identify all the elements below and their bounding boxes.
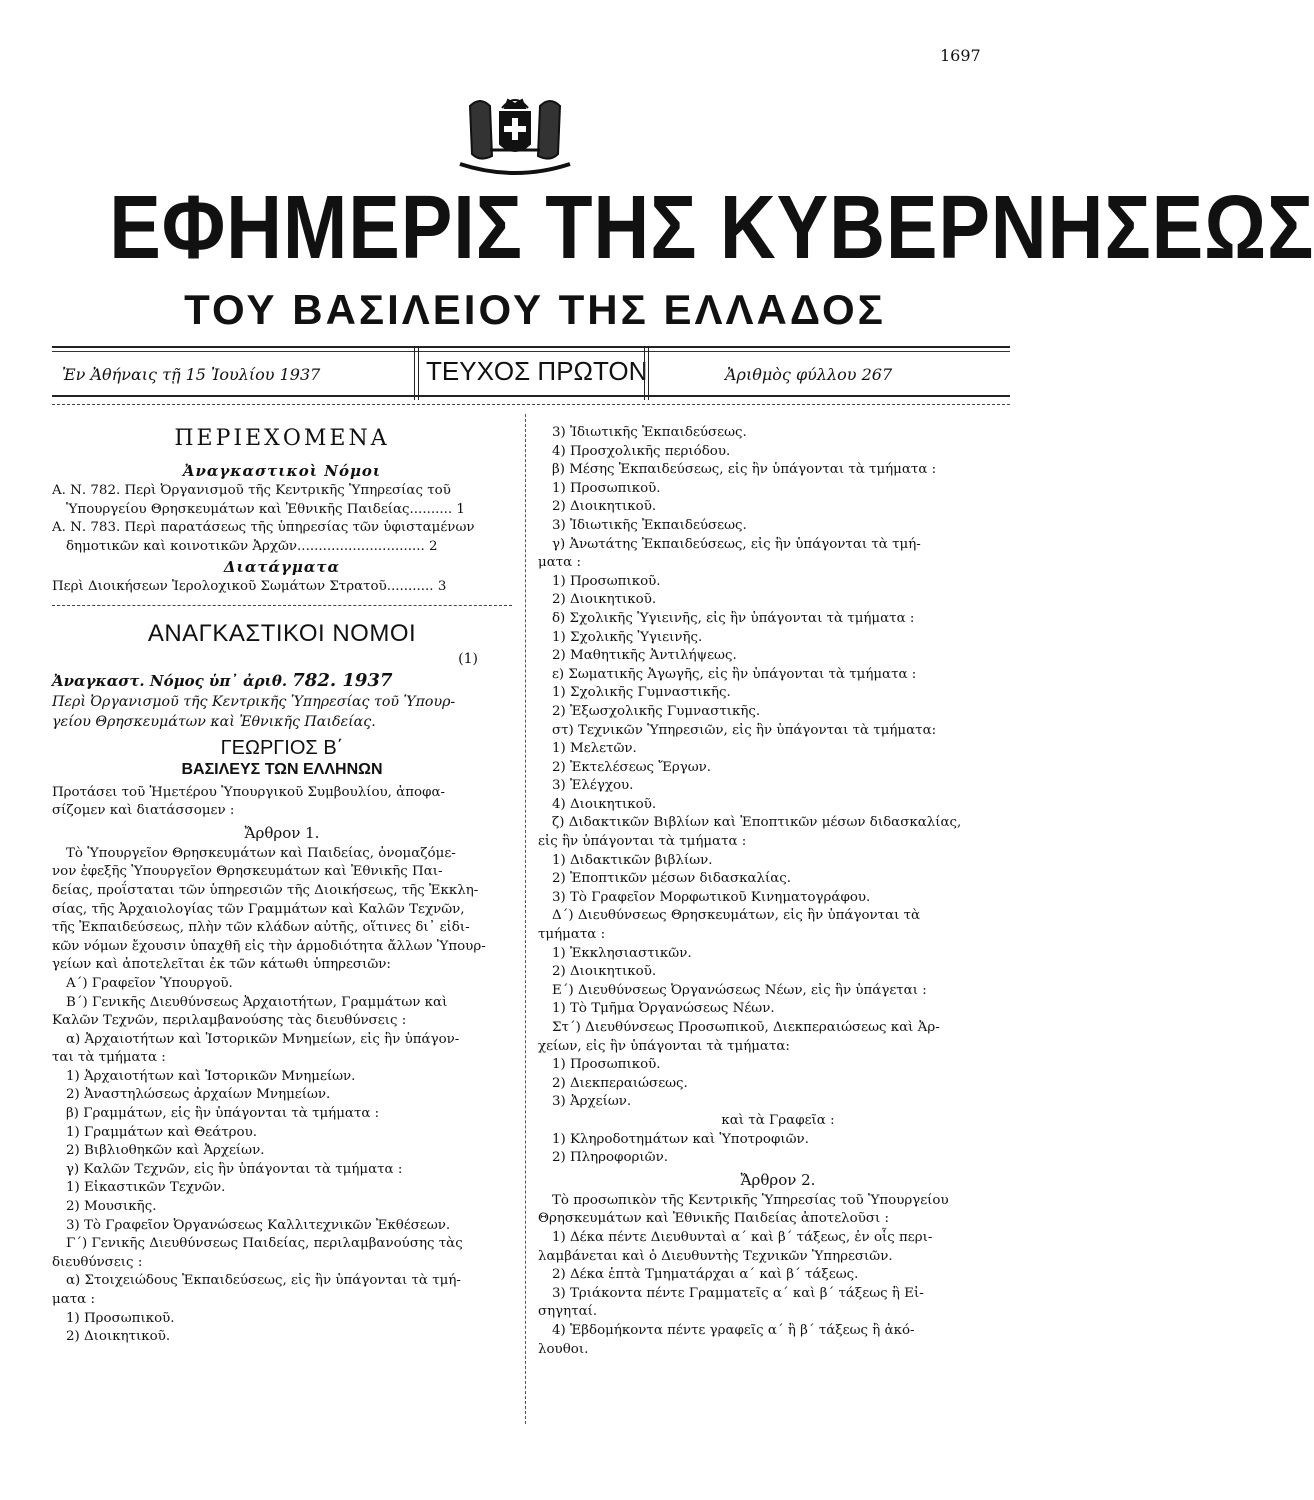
body-line: 2) Μαθητικῆς Ἀντιλήψεως. xyxy=(552,648,737,664)
contents-entry: Περὶ Διοικήσεων Ἱερολοχικοῦ Σωμάτων Στρατοῦ........... 3 xyxy=(52,579,447,595)
body-line: 2) Βιβλιοθηκῶν καὶ Ἀρχείων. xyxy=(66,1143,265,1159)
body-line: δείας, προΐσταται τῶν ὑπηρεσιῶν τῆς Διοικήσεως, τῆς Ἐκκλη- xyxy=(52,882,479,898)
body-line: νον ἐφεξῆς Ὑπουργεῖον Θρησκευμάτων καὶ Ἐθνικῆς Παι- xyxy=(52,864,443,880)
issue-divider-left-2 xyxy=(418,348,419,400)
body-line: Τὸ προσωπικὸν τῆς Κεντρικῆς Ὑπηρεσίας τοῦ Ὑπουργείου xyxy=(552,1192,949,1208)
left-column xyxy=(52,424,512,1347)
sheet-number: Ἀριθμὸς φύλλου 267 xyxy=(725,365,893,384)
footnote-mark-text: (1) xyxy=(458,650,478,667)
section-heading: ΑΝΑΓΚΑΣΤΙΚΟΙ ΝΟΜΟΙ xyxy=(147,619,417,647)
body-line: 1) Προσωπικοῦ. xyxy=(552,573,661,589)
king-title: ΒΑΣΙΛΕΥΣ ΤΩΝ ΕΛΛΗΝΩΝ xyxy=(181,760,383,778)
body-line: 1) Δέκα πέντε Διευθυνταὶ α΄ καὶ β΄ τάξεως, ἐν οἷς περι- xyxy=(552,1229,933,1245)
body-line: 4) Προσχολικῆς περιόδου. xyxy=(552,443,731,459)
body-line: 2) Πληροφοριῶν. xyxy=(552,1150,668,1166)
body-line: 3) Τριάκοντα πέντε Γραμματεῖς α΄ καὶ β΄ τάξεως ἢ Εἰ- xyxy=(552,1285,924,1301)
body-line: ται τὰ τμήματα : xyxy=(52,1050,166,1066)
body-line: τῆς Ἐκπαιδεύσεως, πλὴν τῶν κλάδων αὐτῆς, οἵτινες δι᾽ εἰδι- xyxy=(52,920,470,936)
body-line: α) Στοιχειώδους Ἐκπαιδεύσεως, εἰς ἣν ὑπάγονται τὰ τμή- xyxy=(66,1273,461,1289)
body-line: α) Ἀρχαιοτήτων καὶ Ἱστορικῶν Μνημείων, εἰς ἣν ὑπάγον- xyxy=(66,1031,460,1047)
body-line: 3) Ἀρχείων. xyxy=(552,1094,632,1110)
contents-title: ΠΕΡΙΕΧΟΜΕΝΑ xyxy=(174,426,390,451)
rule-top-thin xyxy=(52,351,1010,352)
body-line: 3) Ἰδιωτικῆς Ἐκπαιδεύσεως. xyxy=(552,517,747,533)
body-line: β) Μέσης Ἐκπαιδεύσεως, εἰς ἣν ὑπάγονται τὰ τμήματα : xyxy=(552,462,937,478)
preamble-line: σίζομεν καὶ διατάσσομεν : xyxy=(52,803,235,819)
body-line: 4) Διοικητικοῦ. xyxy=(552,796,657,812)
body-line: ματα : xyxy=(538,555,581,571)
issue-label: ΤΕΥΧΟΣ ΠΡΩΤΟΝ xyxy=(426,356,648,386)
body-line: 2) Ἐκτελέσεως Ἔργων. xyxy=(552,759,712,775)
body-line: 3) Ἰδιωτικῆς Ἐκπαιδεύσεως. xyxy=(552,425,747,440)
body-line: δ) Σχολικῆς Ὑγιεινῆς, εἰς ἣν ὑπάγονται τὰ τμήματα : xyxy=(552,610,915,626)
rule-bottom xyxy=(52,395,1010,397)
column-divider xyxy=(525,414,526,1424)
body-line: Β΄) Γενικῆς Διευθύνσεως Ἀρχαιοτήτων, Γραμμάτων καὶ xyxy=(66,994,448,1010)
body-line: 1) Σχολικῆς Γυμναστικῆς. xyxy=(552,685,731,701)
body-line: σίας, τῆς Ἀρχαιολογίας τῶν Γραμμάτων καὶ Καλῶν Τεχνῶν, xyxy=(52,901,465,917)
body-line: λαμβάνεται καὶ ὁ Διευθυντὴς Τεχνικῶν Ὑπηρεσιῶν. xyxy=(538,1248,893,1264)
law-number: 782. 1937 xyxy=(292,669,393,691)
masthead-subtitle: ΤΟΥ ΒΑΣΙΛΕΙΟΥ ΤΗΣ ΕΛΛΑΔΟΣ xyxy=(184,286,886,333)
body-line: 1) Κληροδοτημάτων καὶ Ὑποτροφιῶν. xyxy=(552,1131,809,1147)
body-line: 2) Διοικητικοῦ. xyxy=(552,964,657,980)
body-line: 2) Μουσικῆς. xyxy=(66,1199,157,1215)
body-line: 3) Τὸ Γραφεῖον Ὀργανώσεως Καλλιτεχνικῶν Ἐκθέσεων. xyxy=(66,1217,451,1233)
law-title-line: Περὶ Ὀργανισμοῦ τῆς Κεντρικῆς Ὑπηρεσίας τοῦ Ὑπουρ- xyxy=(52,693,456,710)
body-line: 1) Διδακτικῶν βιβλίων. xyxy=(552,852,713,868)
body-line: ε) Σωματικῆς Ἀγωγῆς, εἰς ἣν ὑπάγονται τὰ τμήματα : xyxy=(552,666,917,682)
body-line: 1) Προσωπικοῦ. xyxy=(552,1057,661,1073)
body-line: λουθοι. xyxy=(538,1341,589,1357)
body-line: γ) Καλῶν Τεχνῶν, εἰς ἣν ὑπάγονται τὰ τμήματα : xyxy=(66,1161,403,1177)
body-line: Α΄) Γραφεῖον Ὑπουργοῦ. xyxy=(66,975,233,991)
body-line: 2) Διοικητικοῦ. xyxy=(552,499,657,515)
body-line: ματα : xyxy=(52,1292,95,1307)
body-line: 2) Διοικητικοῦ. xyxy=(552,592,657,608)
body-line: 1) Τὸ Τμῆμα Ὀργανώσεως Νέων. xyxy=(552,1001,775,1017)
section-separator xyxy=(52,605,512,606)
body-line: β) Γραμμάτων, εἰς ἣν ὑπάγονται τὰ τμήματα : xyxy=(66,1106,380,1122)
contents-entry: δημοτικῶν καὶ κοινοτικῶν Ἀρχῶν.............................. 2 xyxy=(66,538,438,554)
page-number: 1697 xyxy=(940,46,981,65)
body-line: κῶν νόμων ἔχουσιν ὑπαχθῆ εἰς τὴν ἁρμοδιότητα ἄλλων Ὑπουρ- xyxy=(52,938,486,954)
contents-entry: Ὑπουργείου Θρησκευμάτων καὶ Ἐθνικῆς Παιδείας.......... 1 xyxy=(66,501,465,517)
body-line: Τὸ Ὑπουργεῖον Θρησκευμάτων καὶ Παιδείας, ὀνομαζόμε- xyxy=(66,845,456,861)
body-line: στ) Τεχνικῶν Ὑπηρεσιῶν, εἰς ἣν ὑπάγονται τὰ τμήματα: xyxy=(552,722,937,738)
body-line: 1) Προσωπικοῦ. xyxy=(66,1310,175,1326)
law-label: Ἀναγκαστ. Νόμος ὑπ᾽ ἀριθ. xyxy=(52,671,288,690)
body-line: 2) Δέκα ἑπτὰ Τμηματάρχαι α΄ καὶ β΄ τάξεως. xyxy=(552,1267,859,1283)
issue-divider-right-2 xyxy=(648,348,649,400)
body-line: σηγηταί. xyxy=(538,1304,598,1320)
dateline: Ἐν Ἀθήναις τῇ 15 Ἰουλίου 1937 xyxy=(62,365,321,384)
body-line: 4) Ἑβδομήκοντα πέντε γραφεῖς α΄ ἢ β΄ τάξεως ἢ ἀκό- xyxy=(552,1322,915,1338)
body-line: εἰς ἣν ὑπάγονται τὰ τμήματα : xyxy=(538,834,747,850)
body-line: 1) Εἰκαστικῶν Τεχνῶν. xyxy=(66,1180,226,1196)
body-line: 1) Γραμμάτων καὶ Θεάτρου. xyxy=(66,1124,257,1140)
rule-bottom-dashed xyxy=(52,404,1010,405)
body-line: 2) Ἐξωσχολικῆς Γυμναστικῆς. xyxy=(552,703,761,719)
article-2-heading: Ἄρθρον 2. xyxy=(740,1170,816,1189)
contents-entry: Α. Ν. 783. Περὶ παρατάσεως τῆς ὑπηρεσίας τῶν ὑφισταμένων xyxy=(52,520,475,536)
body-line: 1) Προσωπικοῦ. xyxy=(552,480,661,496)
body-line: 1) Ἐκκλησιαστικῶν. xyxy=(552,945,692,961)
contents-entry: Α. Ν. 782. Περὶ Ὀργανισμοῦ τῆς Κεντρικῆς Ὑπηρεσίας τοῦ xyxy=(52,483,451,498)
rule-top xyxy=(52,346,1010,348)
body-line: 2) Ἀναστηλώσεως ἀρχαίων Μνημείων. xyxy=(66,1087,331,1103)
law-title-line: γείου Θρησκευμάτων καὶ Ἐθνικῆς Παιδείας. xyxy=(52,713,376,730)
body-line: Καλῶν Τεχνῶν, περιλαμβανούσης τὰς διευθύνσεις : xyxy=(52,1013,407,1029)
body-line: γείων καὶ ἀποτελεῖται ἐκ τῶν κάτωθι ὑπηρεσιῶν: xyxy=(52,957,391,973)
body-line: Στ΄) Διευθύνσεως Προσωπικοῦ, Διεκπεραιώσεως καὶ Ἀρ- xyxy=(552,1020,940,1035)
king-name: ΓΕΩΡΓΙΟΣ Β΄ xyxy=(220,736,344,759)
body-line: 2) Διοικητικοῦ. xyxy=(66,1329,171,1345)
body-line: 2) Ἐποπτικῶν μέσων διδασκαλίας. xyxy=(552,871,792,887)
footnote-mark xyxy=(52,650,512,670)
body-line: 3) Τὸ Γραφεῖον Μορφωτικοῦ Κινηματογράφου. xyxy=(552,889,871,905)
body-line: 1) Μελετῶν. xyxy=(552,741,637,757)
contents-section-decrees: Διατάγματα xyxy=(223,558,341,577)
article-1-heading: Ἄρθρον 1. xyxy=(244,823,320,842)
royal-coat-of-arms-emblem xyxy=(450,86,580,178)
body-line: καὶ τὰ Γραφεῖα : xyxy=(721,1112,835,1128)
law-number-line xyxy=(52,670,512,692)
body-line: χείων, εἰς ἣν ὑπάγονται τὰ τμήματα: xyxy=(538,1038,790,1054)
issue-divider-right xyxy=(644,348,645,400)
body-line: 3) Ἐλέγχου. xyxy=(552,778,634,794)
right-column xyxy=(538,424,1018,1359)
body-line: τμήματα : xyxy=(538,927,606,943)
body-line: 2) Διεκπεραιώσεως. xyxy=(552,1075,688,1091)
body-line: Δ΄) Διευθύνσεως Θρησκευμάτων, εἰς ἣν ὑπάγονται τὰ xyxy=(552,908,921,924)
body-line: Ε΄) Διευθύνσεως Ὀργανώσεως Νέων, εἰς ἣν ὑπάγεται : xyxy=(552,982,927,998)
preamble-line: Προτάσει τοῦ Ἡμετέρου Ὑπουργικοῦ Συμβουλίου, ἀποφα- xyxy=(52,784,446,800)
body-line: ζ) Διδακτικῶν Βιβλίων καὶ Ἐποπτικῶν μέσων διδασκαλίας, xyxy=(552,815,962,831)
body-line: διευθύνσεις : xyxy=(52,1254,143,1270)
body-line: γ) Ἀνωτάτης Ἐκπαιδεύσεως, εἰς ἣν ὑπάγονται τὰ τμή- xyxy=(552,536,921,552)
body-line: 1) Σχολικῆς Ὑγιεινῆς. xyxy=(552,629,703,645)
body-line: Θρησκευμάτων καὶ Ἐθνικῆς Παιδείας ἀποτελοῦσι : xyxy=(538,1211,889,1227)
issue-divider-left xyxy=(414,348,415,400)
contents-section-laws: Ἀναγκαστικοὶ Νόμοι xyxy=(182,462,382,480)
masthead-title: ΕΦΗΜΕΡΙΣ ΤΗΣ ΚΥΒΕΡΝΗΣΕΩΣ xyxy=(109,178,1314,278)
body-line: Γ΄) Γενικῆς Διευθύνσεως Παιδείας, περιλαμβανούσης τὰς xyxy=(66,1236,463,1252)
body-line: 1) Ἀρχαιοτήτων καὶ Ἱστορικῶν Μνημείων. xyxy=(66,1068,356,1084)
